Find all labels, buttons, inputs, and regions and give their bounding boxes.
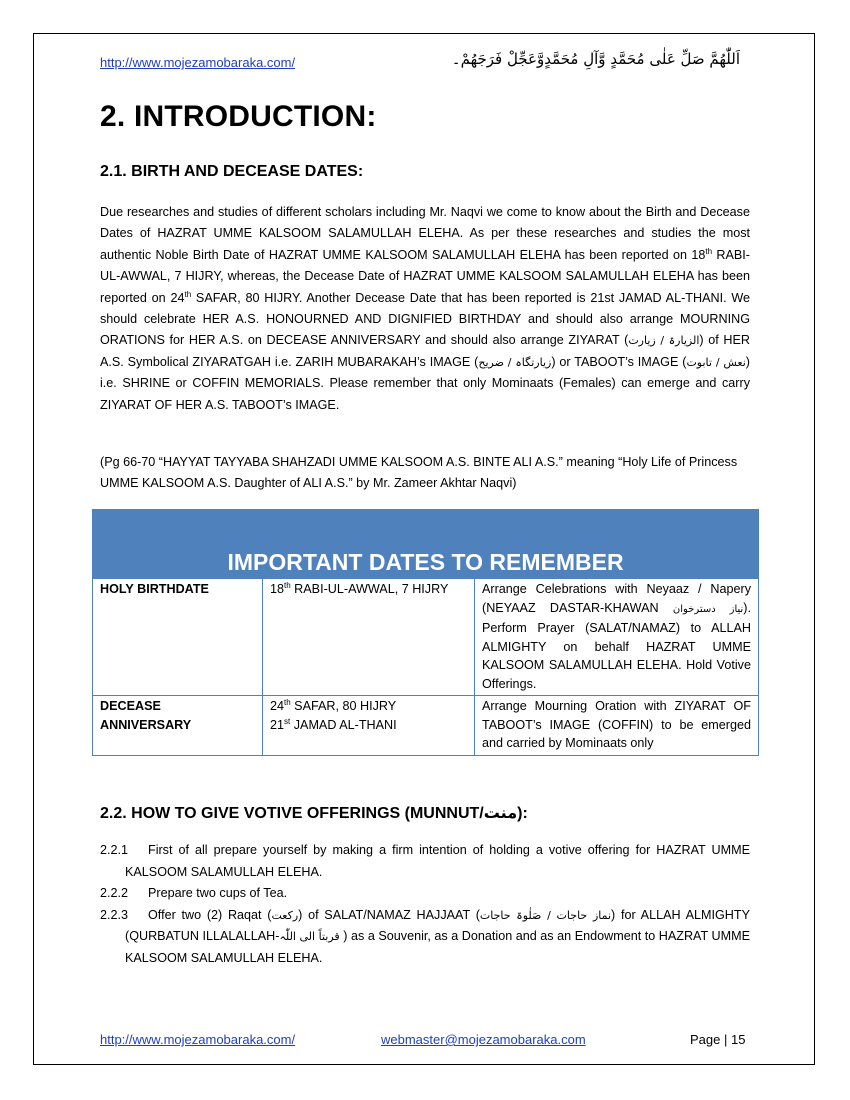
important-dates-table [92,509,759,756]
arabic-neyaaz: نیاز دسترخوان [672,603,744,615]
step3-text-c: ) for ALLAH ALMIGHTY (QURBATUN ILLALALLAH- [125,907,750,943]
step-text: First of all prepare yourself by making a firm intention of holding a votive offering for HAZRAT UMME KALSOOM SALAMULLAH ELEHA. [125,843,750,879]
list-item [100,883,750,905]
decease-day-1: 24 [270,699,285,713]
list-item [100,905,750,970]
para-text-c: SAFAR, 80 HIJRY. Another Decease Date that has been reported is 21st JAMAD AL-THANI. We should celebrate HER A.S. HONOURNED AND DIGNIFIED BIRTHDAY and should also arrange MOURNING ORATIONS for HER A.S. on DECEASE ANNIVERSARY and should also arrange ZIYARAT ( [100,290,751,348]
birthdate-cell [263,579,475,696]
arabic-taboot: نعش / تابوت [686,355,746,369]
decease-date-1-rest: SAFAR, 80 HIJRY [290,699,397,713]
para-text-e: ) or TABOOT’s IMAGE ( [551,354,687,369]
row-label-decease: DECEASE ANNIVERSARY [93,696,263,756]
birth-date-rest: RABI-UL-AWWAL, 7 HIJRY [290,582,449,596]
header-website-link[interactable]: http://www.mojezamobaraka.com/ [100,55,296,70]
table-row-birthdate [93,579,759,696]
decease-day-2-suffix: st [284,716,291,726]
birth-decease-paragraph [100,202,750,416]
list-item [100,840,750,883]
page-number: Page | 15 [690,1032,746,1047]
decease-date-cell [263,696,475,756]
para-text-f: ) i.e. SHRINE or COFFIN MEMORIALS. Please remember that only Mominaats (Females) can emerge and carry ZIYARAT OF HER A.S. TABOOT’s IMAGE. [100,354,750,412]
section-heading-votive-offerings: 2.2. HOW TO GIVE VOTIVE OFFERINGS (MUNNUT/منت): [100,805,528,822]
footer-website-link[interactable]: http://www.mojezamobaraka.com/ [100,1032,296,1047]
step3-text-b: ) of SALAT/NAMAZ HAJJAAT ( [298,907,480,922]
decease-day-1-suffix: th [284,697,291,707]
header-arabic-salutation: اَللّٰھُمَّ صَلِّ عَلٰی مُحَمَّدٍ وَّآلِ مُحَمَّدٍوَّعَجِّلْ فَرَجَھُمْ۔ [451,50,740,68]
birthdate-note-cell [475,579,759,696]
row-label-birthdate: HOLY BIRTHDATE [93,579,263,696]
votive-steps-list [100,840,750,969]
step-text: Prepare two cups of Tea. [148,886,288,900]
arabic-qurbatun: قربتاً الی اللّٰہ [279,930,340,943]
table-title: IMPORTANT DATES TO REMEMBER [93,510,759,579]
arabic-ziyarat: الزیارۃ / زیارت [628,334,700,348]
decease-day-2: 21 [270,717,285,732]
step3-text-a: Offer two (2) Raqat ( [148,907,272,922]
superscript-th: th [184,289,192,299]
decease-note-cell: Arrange Mourning Oration with ZIYARAT OF TABOOT’s IMAGE (COFFIN) to be emerged and carried by Mominaats only [475,696,759,756]
step-number: 2.2.3 [100,907,129,922]
step3-text-d: ) as a Souvenir, as a Donation and as an Endowment to HAZRAT UMME KALSOOM SALAMULLAH ELEHA. [125,929,751,965]
birth-note-a: Arrange Celebrations with Neyaaz / Napery (NEYAAZ DASTAR-KHAWAN [482,582,751,615]
para-text-a: Due researches and studies of different scholars including Mr. Naqvi we come to know about the Birth and Decease Dates of HAZRAT UMME KALSOOM SALAMULLAH ELEHA. As per these researches and studies the most authentic Noble Birth Date of HAZRAT UMME KALSOOM SALAMULLAH ELEHA has been reported on 18 [100,205,750,262]
section-heading-birth-decease: 2.1. BIRTH AND DECEASE DATES: [100,163,364,180]
arabic-salat-hajjaat: نماز حاجات / صَلٰوۃ حاجات [479,908,612,922]
table-row-decease [93,696,759,756]
superscript-th: th [705,246,713,256]
step-number: 2.2.2 [100,886,129,900]
arabic-zarih: زیارتگاہ / ضریح [478,355,552,369]
reference-citation: (Pg 66-70 “HAYYAT TAYYABA SHAHZADI UMME KALSOOM A.S. BINTE ALI A.S.” meaning “Holy Life of Princess UMME KALSOOM A.S. Daughter of ALI A.S.” by Mr. Zameer Akhtar Naqvi) [100,455,738,490]
footer-email-link[interactable]: webmaster@mojezamobaraka.com [381,1032,586,1047]
para-text-d: ) of HER A.S. Symbolical ZIYARATGAH i.e. ZARIH MUBARAKAH’s IMAGE ( [100,333,750,369]
birth-day-suffix: th [284,580,291,590]
page-title: 2. INTRODUCTION: [100,100,377,133]
decease-date-2-rest: JAMAD AL-THANI [290,717,397,732]
birth-note-b: ). Perform Prayer (SALAT/NAMAZ) to ALLAH ALMIGHTY on behalf HAZRAT UMME KALSOOM SALAMULLAH ELEHA. Hold Votive Offerings. [482,600,751,691]
para-text-b: RABI-UL-AWWAL, 7 HIJRY, whereas, the Decease Date of HAZRAT UMME KALSOOM SALAMULLAH ELEHA has been reported on 24 [100,247,750,305]
arabic-raqat: رکعت [271,908,299,922]
step-number: 2.2.1 [100,843,129,857]
birth-day: 18 [270,582,285,596]
